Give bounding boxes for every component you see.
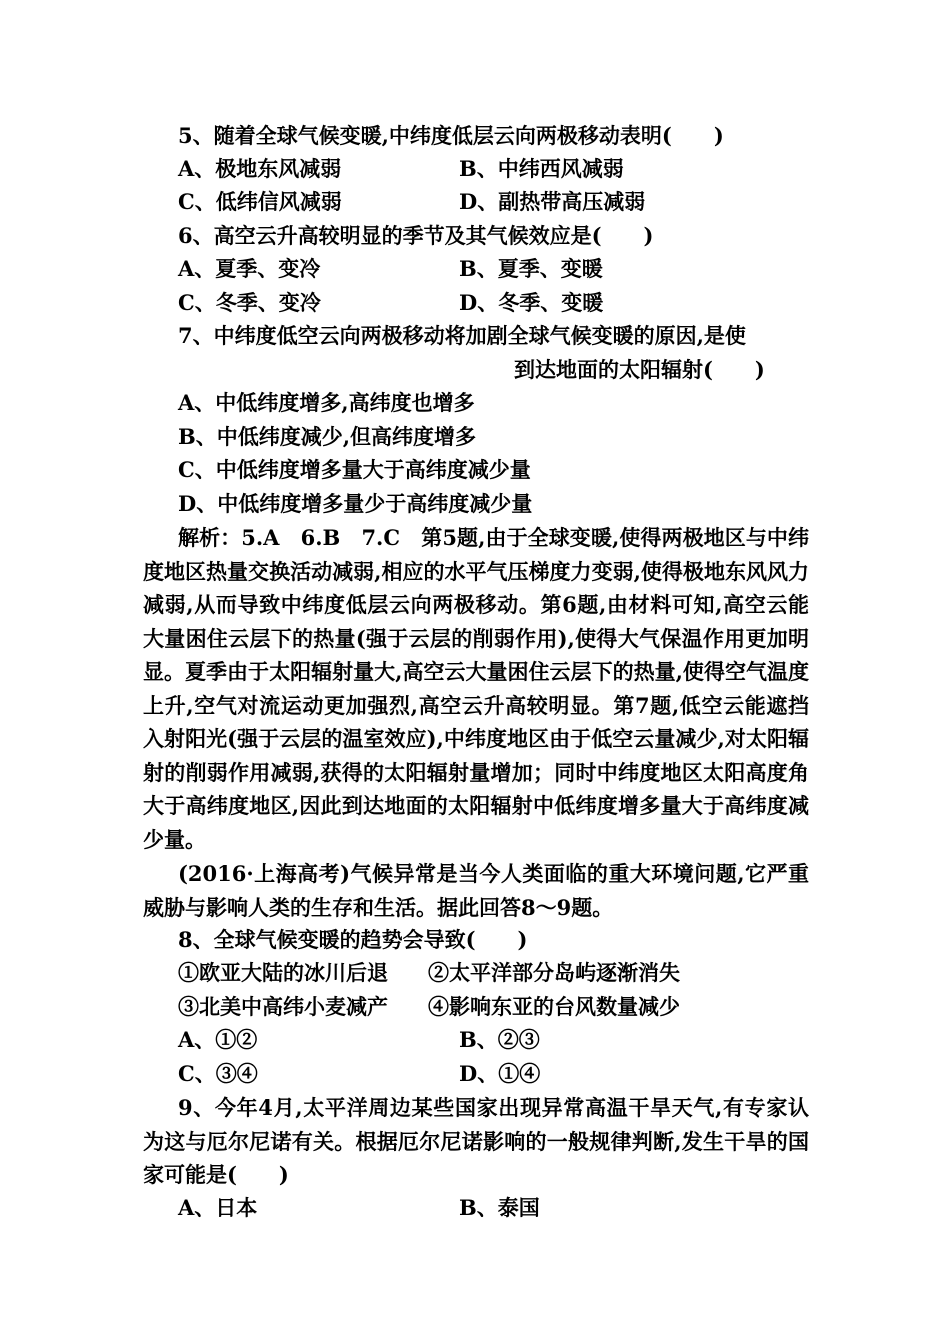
q9-stem: 9、今年4月,太平洋周边某些国家出现异常高温干旱天气,有专家认为这与厄尔尼诺有关。根据厄尔尼诺影响的一般规律判断,发生干旱的国家可能是( ) — [143, 1095, 809, 1187]
q8-option-c: C、③④ — [178, 1061, 258, 1086]
q6-option-d: D、冬季、变暖 — [459, 290, 604, 315]
q8-option-d: D、①④ — [459, 1061, 541, 1086]
q8-item-1: ①欧亚大陆的冰川后退 — [178, 960, 388, 985]
q5-option-b: B、中纬西风减弱 — [459, 156, 624, 181]
q7-option-b: B、中低纬度减少,但高纬度增多 — [178, 424, 477, 449]
q9-option-b: B、泰国 — [459, 1195, 540, 1220]
q7-stem-line1: 7、中纬度低空云向两极移动将加剧全球气候变暖的原因,是使 — [178, 323, 746, 348]
q8-item-4: ④影响东亚的台风数量减少 — [428, 994, 680, 1019]
q6-option-c: C、冬季、变冷 — [178, 290, 321, 315]
q9-option-a: A、日本 — [178, 1195, 258, 1220]
intro-paragraph: (2016·上海高考)气候异常是当今人类面临的重大环境问题,它严重威胁与影响人类的生存和生活。据此回答8～9题。 — [143, 861, 809, 920]
q8-stem: 8、全球气候变暖的趋势会导致( ) — [178, 927, 528, 952]
analysis-paragraph: 解析：5.A 6.B 7.C 第5题,由于全球变暖,使得两极地区与中纬度地区热量交换活动减弱,相应的水平气压梯度力变弱,使得极地东风风力减弱,从而导致中纬度低层云向两极移动。第6题,由材料可知,高空云能大量困住云层下的热量(强于云层的削弱作用),使得大气保温作用更加明显。夏季由于太阳辐射量大,高空云大量困住云层下的热量,使得空气温度上升,空气对流运动更加强烈,高空云升高较明显。第7题,低空云能遮挡入射阳光(强于云层的温室效应),中纬度地区由于低空云量减少,对太阳辐射的削弱作用减弱,获得的太阳辐射量增加；同时中纬度地区太阳高度角大于高纬度地区,因此到达地面的太阳辐射中低纬度增多量大于高纬度减少量。 — [143, 525, 809, 852]
q5-stem: 5、随着全球气候变暖,中纬度低层云向两极移动表明( ) — [178, 123, 724, 148]
q8-item-2: ②太平洋部分岛屿逐渐消失 — [428, 960, 680, 985]
q8-option-b: B、②③ — [459, 1027, 540, 1052]
q5-option-c: C、低纬信风减弱 — [178, 189, 342, 214]
q8-item-3: ③北美中高纬小麦减产 — [178, 994, 388, 1019]
q5-option-a: A、极地东风减弱 — [178, 156, 342, 181]
q7-option-c: C、中低纬度增多量大于高纬度减少量 — [178, 457, 531, 482]
q6-stem: 6、高空云升高较明显的季节及其气候效应是( ) — [178, 223, 654, 248]
q6-option-b: B、夏季、变暖 — [459, 256, 603, 281]
q5-option-d: D、副热带高压减弱 — [459, 189, 646, 214]
q7-option-a: A、中低纬度增多,高纬度也增多 — [178, 390, 475, 415]
q8-option-a: A、①② — [178, 1027, 258, 1052]
q7-stem-line2: 到达地面的太阳辐射( ) — [514, 357, 765, 382]
q7-option-d: D、中低纬度增多量少于高纬度减少量 — [178, 491, 533, 516]
q6-option-a: A、夏季、变冷 — [178, 256, 321, 281]
